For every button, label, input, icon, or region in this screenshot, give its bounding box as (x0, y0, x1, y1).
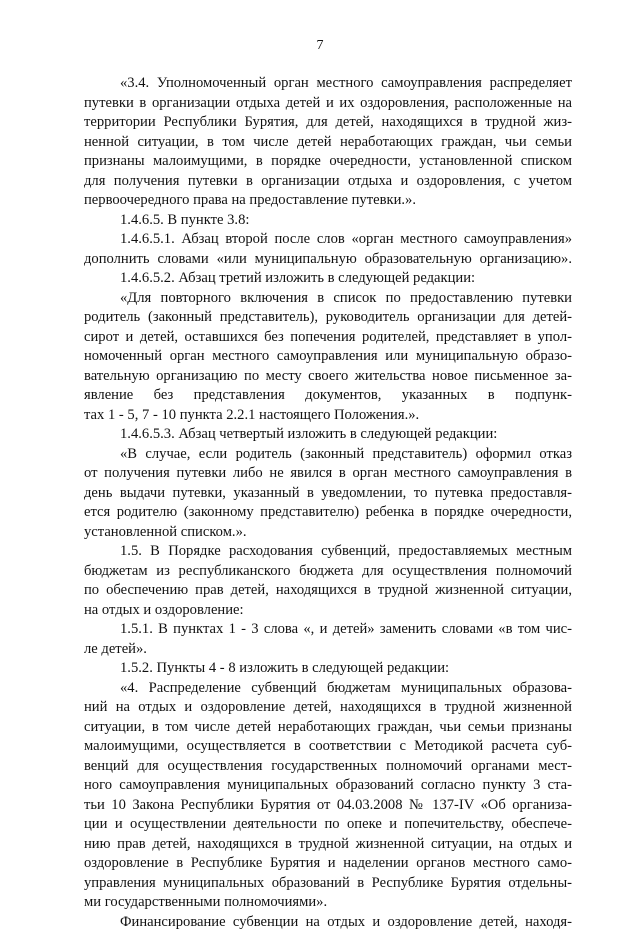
text-line: территории Республики Бурятия, для детей, находящихся в трудной жиз- (84, 113, 572, 133)
text-line: 1.5.2. Пункты 4 - 8 изложить в следующей редакции: (84, 659, 572, 679)
text-line: сирот и детей, оставшихся без попечения родителей, представляет в упол- (84, 328, 572, 348)
text-line: бюджетам из республиканского бюджета для осуществления полномочий (84, 562, 572, 582)
text-line: тах 1 - 5, 7 - 10 пункта 2.2.1 настоящего Положения.». (84, 406, 572, 426)
text-line: «В случае, если родитель (законный представитель) оформил отказ (84, 445, 572, 465)
text-line: признаны малоимущими, в порядке очередности, установленной списком (84, 152, 572, 172)
text-line: управления муниципальных образований в Республике Бурятия отдельны- (84, 874, 572, 894)
text-line: 1.4.6.5.2. Абзац третий изложить в следующей редакции: (84, 269, 572, 289)
text-line: ного самоуправления муниципальных образований согласно пункту 3 ста- (84, 776, 572, 796)
text-line: путевки в организации отдыха детей и их оздоровления, расположенные на (84, 94, 572, 114)
text-line: малоимущими, осуществляется в соответствии с Методикой расчета суб- (84, 737, 572, 757)
text-line: нию прав детей, находящихся в трудной жизненной ситуации, на отдых и (84, 835, 572, 855)
text-line: 1.5.1. В пунктах 1 - 3 слова «, и детей» заменить словами «в том чис- (84, 620, 572, 640)
text-line: по обеспечению прав детей, находящихся в трудной жизненной ситуации, (84, 581, 572, 601)
text-line: явление без представления документов, указанных в подпунк- (84, 386, 572, 406)
text-line: ется родителю (законному представителю) ребенка в порядке очередности, (84, 503, 572, 523)
document-body (84, 74, 572, 932)
text-line: тьи 10 Закона Республики Бурятия от 04.03.2008 № 137-IV «Об организа- (84, 796, 572, 816)
text-line: ми государственными полномочиями». (84, 893, 572, 913)
text-line: для получения путевки в организации отдыха и оздоровления, с учетом (84, 172, 572, 192)
text-line: венций для осуществления государственных полномочий органами мест- (84, 757, 572, 777)
text-line: 1.4.6.5.3. Абзац четвертый изложить в следующей редакции: (84, 425, 572, 445)
text-line: оздоровление в Республике Бурятия и наделении органов местного само- (84, 854, 572, 874)
text-line: ции и осуществлении деятельности по опеке и попечительству, обеспече- (84, 815, 572, 835)
text-line: «3.4. Уполномоченный орган местного самоуправления распределяет (84, 74, 572, 94)
text-line: ний на отдых и оздоровление детей, находящихся в трудной жизненной (84, 698, 572, 718)
text-line: Финансирование субвенции на отдых и оздоровление детей, находя- (84, 913, 572, 932)
text-line: дополнить словами «или муниципальную образовательную организацию». (84, 250, 572, 270)
text-line: день выдачи путевки, указанный в уведомлении, то путевка предоставля- (84, 484, 572, 504)
text-line: на отдых и оздоровление: (84, 601, 572, 621)
text-line: «4. Распределение субвенций бюджетам муниципальных образова- (84, 679, 572, 699)
text-line: 1.4.6.5. В пункте 3.8: (84, 211, 572, 231)
text-line: установленной списком.». (84, 523, 572, 543)
page-number: 7 (0, 38, 640, 54)
text-line: ситуации, в том числе детей неработающих граждан, чьи семьи признаны (84, 718, 572, 738)
text-line: родитель (законный представитель), руководитель организации для детей- (84, 308, 572, 328)
text-line: 1.4.6.5.1. Абзац второй после слов «орган местного самоуправления» (84, 230, 572, 250)
text-line: номоченный орган местного самоуправления или муниципальную образо- (84, 347, 572, 367)
text-line: от получения путевки либо не явился в орган местного самоуправления в (84, 464, 572, 484)
text-line: ле детей». (84, 640, 572, 660)
text-line: вательную организацию по месту своего жительства новое письменное за- (84, 367, 572, 387)
text-line: «Для повторного включения в список по предоставлению путевки (84, 289, 572, 309)
text-line: 1.5. В Порядке расходования субвенций, предоставляемых местным (84, 542, 572, 562)
text-line: ненной ситуации, в том числе детей неработающих граждан, чьи семьи (84, 133, 572, 153)
text-line: первоочередного права на предоставление путевки.». (84, 191, 572, 211)
